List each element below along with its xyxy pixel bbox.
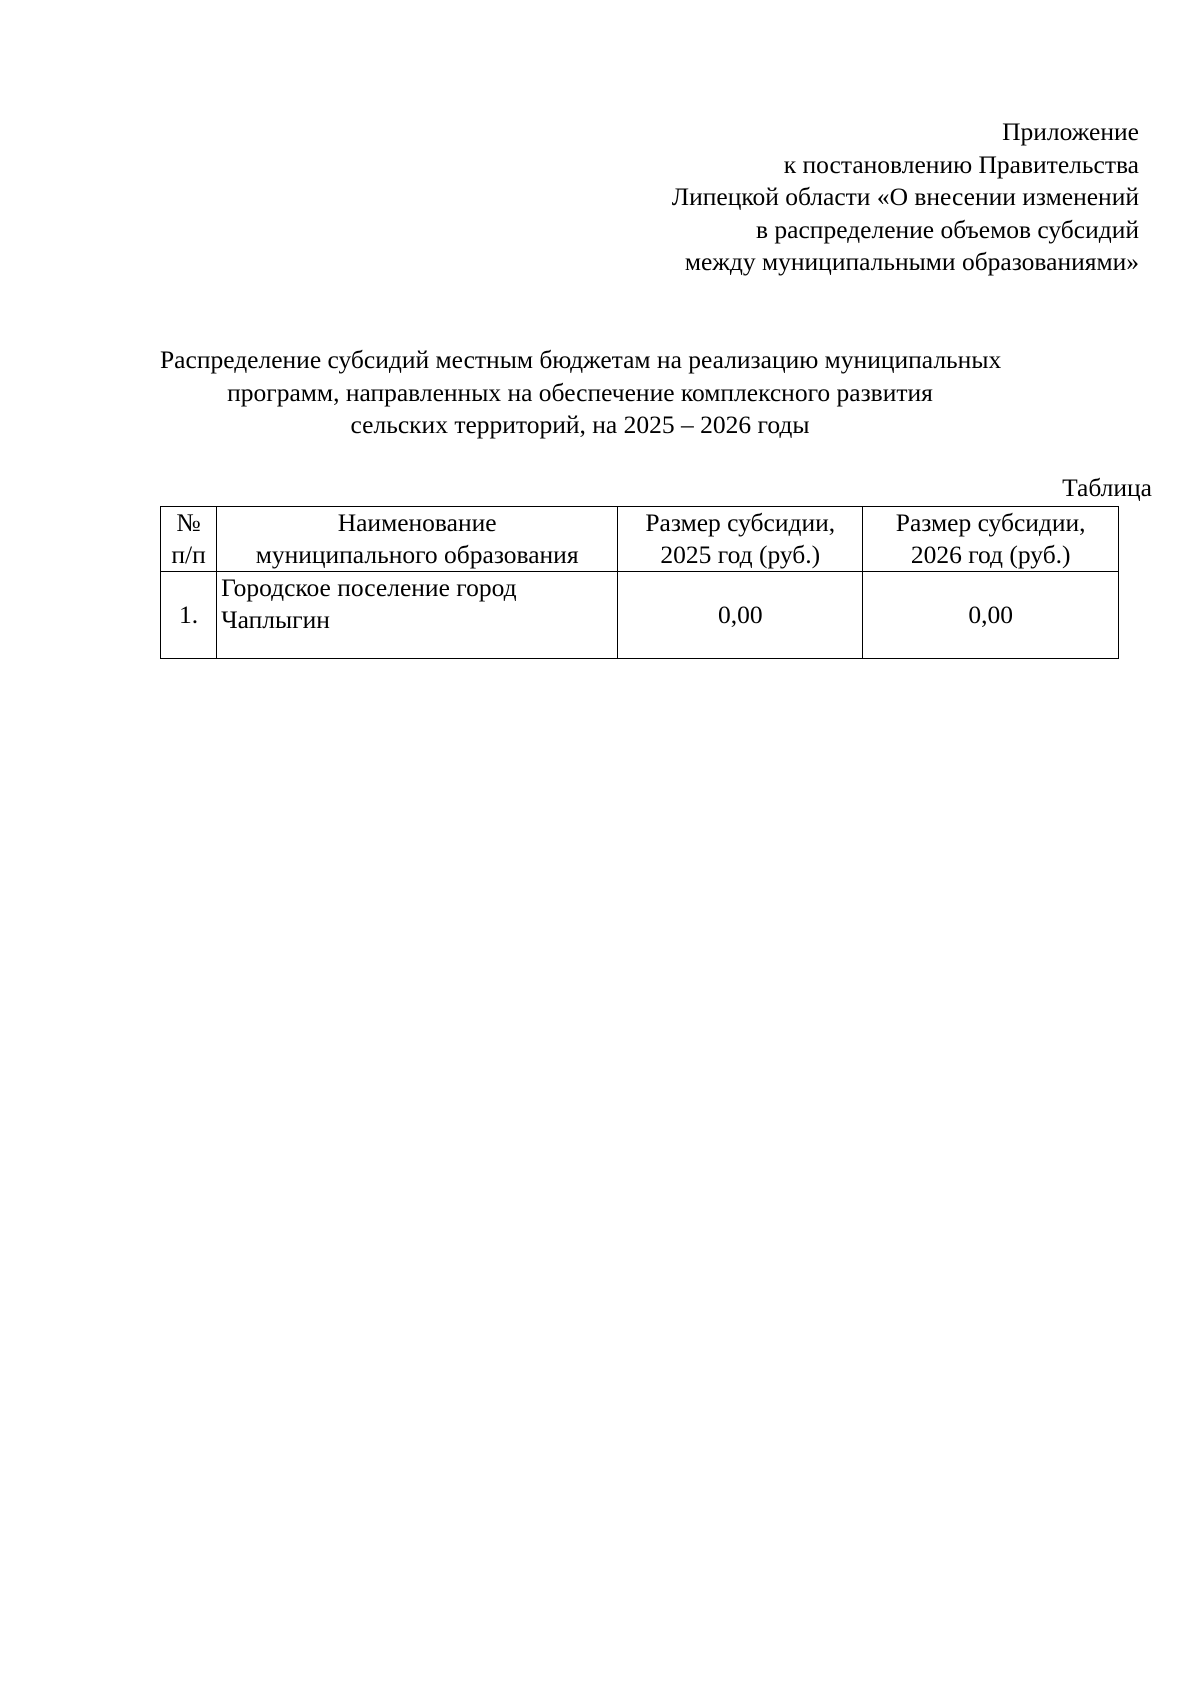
- row-subsidy-2026: 0,00: [863, 572, 1119, 659]
- appendix-line: между муниципальными образованиями»: [684, 247, 1139, 276]
- row-number: 1.: [161, 572, 217, 659]
- header-subsidy-2025-line2: 2025 год (руб.): [660, 540, 821, 569]
- title-line: сельских территорий, на 2025 – 2026 годы: [350, 410, 810, 439]
- header-municipality-line1: Наименование: [337, 508, 497, 537]
- appendix-line: в распределение объемов субсидий: [756, 214, 1139, 244]
- title-line: Распределение субсидий местным бюджетам на реализацию муниципальных: [160, 345, 1002, 374]
- document-title: [160, 344, 1000, 442]
- header-subsidy-2026-line1: Размер субсидии,: [895, 508, 1086, 537]
- appendix-header: [579, 116, 1139, 279]
- header-number-line2: п/п: [171, 540, 206, 569]
- header-municipality: [217, 507, 618, 572]
- appendix-line: Липецкой области «О внесении изменений: [671, 182, 1139, 211]
- subsidy-table: [160, 506, 1119, 659]
- header-subsidy-2026: [863, 507, 1119, 572]
- table-row: [161, 572, 1119, 659]
- header-municipality-line2: муниципального образования: [255, 540, 579, 569]
- appendix-line: Приложение: [1002, 117, 1139, 146]
- table-label: Таблица: [1062, 473, 1152, 502]
- header-subsidy-2025-line1: Размер субсидии,: [645, 508, 836, 537]
- row-municipality-line2: Чаплыгин: [221, 605, 330, 634]
- header-number-line1: №: [176, 508, 201, 537]
- appendix-line: к постановлению Правительства: [783, 149, 1139, 179]
- header-subsidy-2026-line2: 2026 год (руб.): [910, 540, 1071, 569]
- row-municipality: [217, 572, 618, 659]
- header-number: [161, 507, 217, 572]
- title-line: программ, направленных на обеспечение комплексного развития: [227, 377, 933, 407]
- row-subsidy-2025: 0,00: [618, 572, 863, 659]
- row-municipality-line1: Городское поселение город: [221, 573, 517, 602]
- table-header-row: [161, 507, 1119, 572]
- header-subsidy-2025: [618, 507, 863, 572]
